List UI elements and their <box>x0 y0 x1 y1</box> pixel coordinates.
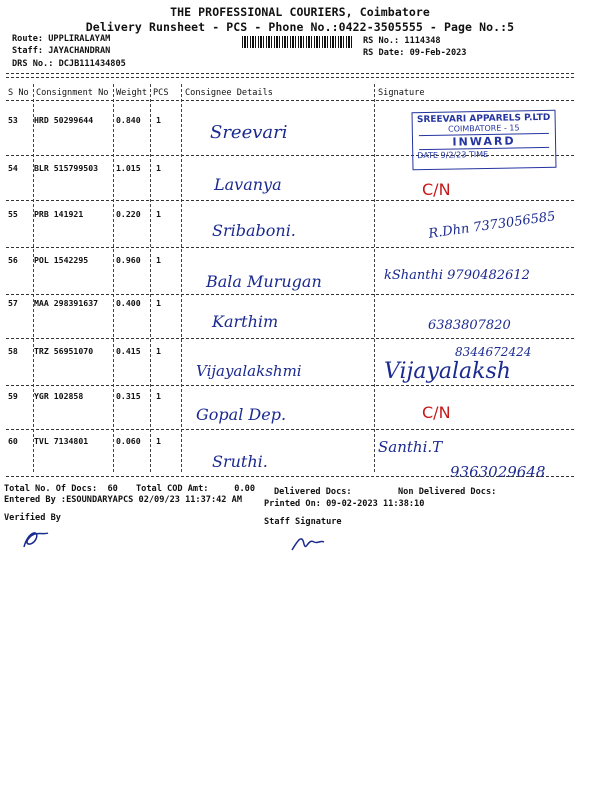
row-consignment: HRD 50299644 <box>34 115 94 125</box>
staff-signature-scribble <box>288 530 328 558</box>
stamp-inward: INWARD <box>419 133 549 150</box>
col-consignee: Consignee Details <box>185 88 273 98</box>
row-consignment: BLR 515799503 <box>34 163 99 173</box>
verified-signature-scribble <box>18 525 58 555</box>
consignee-name: Gopal Dep. <box>196 405 287 424</box>
stamp-date: DATE 9/2/23 TIME <box>417 149 489 161</box>
rs-date: RS Date: 09-Feb-2023 <box>363 48 467 58</box>
total-cod: Total COD Amt: 0.00 <box>136 484 255 494</box>
staff-label: Staff: JAYACHANDRAN <box>12 46 111 56</box>
consignee-name: Sruthi. <box>212 452 268 471</box>
col-pcs: PCS <box>153 88 169 98</box>
row-pcs: 1 <box>156 298 161 308</box>
row-weight: 0.220 <box>116 209 141 219</box>
divider <box>6 77 574 78</box>
col-consignment: Consignment No <box>36 88 109 98</box>
row-sno: 57 <box>8 298 18 308</box>
row-divider <box>6 200 574 201</box>
row-consignment: TRZ 56951070 <box>34 346 94 356</box>
column-divider <box>181 84 182 472</box>
cn-mark: C/N <box>422 180 451 199</box>
printed-on: Printed On: 09-02-2023 11:38:10 <box>264 499 425 509</box>
total-docs: Total No. Of Docs: 60 <box>4 484 118 494</box>
row-sno: 54 <box>8 163 18 173</box>
consignee-name: Vijayalakshmi <box>196 362 302 380</box>
row-divider <box>6 385 574 386</box>
row-pcs: 1 <box>156 391 161 401</box>
consignee-name: Lavanya <box>214 175 282 194</box>
barcode <box>242 36 352 48</box>
stamp-company: SREEVARI APPARELS P.LTD <box>416 112 551 126</box>
row-sno: 58 <box>8 346 18 356</box>
signature-row60-phone: 9363029648 <box>450 463 546 481</box>
row-consignment: MAA 298391637 <box>34 298 99 308</box>
row-pcs: 1 <box>156 209 161 219</box>
consignee-name: Karthim <box>212 312 279 331</box>
col-sno: S No <box>8 88 29 98</box>
route-label: Route: UPPLIRALAYAM <box>12 34 111 44</box>
row-sno: 59 <box>8 391 18 401</box>
inward-stamp <box>412 110 557 171</box>
staff-signature-label: Staff Signature <box>264 517 342 527</box>
row-sno: 55 <box>8 209 18 219</box>
row-divider <box>6 294 574 295</box>
divider <box>6 73 574 74</box>
signature-row60: Santhi.T <box>378 438 443 456</box>
row-divider <box>6 429 574 430</box>
consignee-name: Sreevari <box>210 122 288 143</box>
column-divider <box>113 84 114 472</box>
row-pcs: 1 <box>156 163 161 173</box>
row-weight: 0.415 <box>116 346 141 356</box>
divider <box>6 100 574 101</box>
runsheet-subtitle: Delivery Runsheet - PCS - Phone No.:0422-3505555 - Page No.:5 <box>85 20 515 34</box>
row-consignment: POL 1542295 <box>34 255 89 265</box>
row-pcs: 1 <box>156 346 161 356</box>
row-weight: 0.315 <box>116 391 141 401</box>
divider <box>6 476 574 477</box>
row-divider <box>6 338 574 339</box>
row-weight: 0.960 <box>116 255 141 265</box>
row-consignment: TVL 7134801 <box>34 436 89 446</box>
row-pcs: 1 <box>156 115 161 125</box>
verified-by-label: Verified By <box>4 513 61 523</box>
row-weight: 0.840 <box>116 115 141 125</box>
row-pcs: 1 <box>156 255 161 265</box>
column-divider <box>150 84 151 472</box>
entered-by: Entered By :ESOUNDARYAPCS 02/09/23 11:37:42 AM <box>4 495 242 505</box>
row-weight: 0.060 <box>116 436 141 446</box>
stamp-city: COIMBATORE - 15 <box>448 123 520 134</box>
column-divider <box>33 84 34 472</box>
non-delivered-docs: Non Delivered Docs: <box>398 487 497 497</box>
row-divider <box>6 247 574 248</box>
row-consignment: YGR 102858 <box>34 391 84 401</box>
row-weight: 1.015 <box>116 163 141 173</box>
signature-row57: 6383807820 <box>428 318 511 333</box>
signature-row56: kShanthi 9790482612 <box>384 268 530 283</box>
cn-mark: C/N <box>422 403 451 422</box>
rs-number: RS No.: 1114348 <box>363 36 441 46</box>
drs-number: DRS No.: DCJB111434805 <box>12 59 126 69</box>
row-pcs: 1 <box>156 436 161 446</box>
col-weight: Weight <box>116 88 148 98</box>
column-divider <box>374 84 375 472</box>
signature-row55: R.Dhn 7373056585 <box>427 209 557 242</box>
col-signature: Signature <box>378 88 425 98</box>
row-sno: 56 <box>8 255 18 265</box>
row-consignment: PRB 141921 <box>34 209 84 219</box>
row-weight: 0.400 <box>116 298 141 308</box>
consignee-name: Sribaboni. <box>212 221 296 240</box>
signature-row58: Vijayalaksh <box>384 359 511 384</box>
signature-row58-phone: 8344672424 <box>455 345 532 359</box>
company-title: THE PROFESSIONAL COURIERS, Coimbatore <box>170 5 430 19</box>
row-sno: 60 <box>8 436 18 446</box>
row-sno: 53 <box>8 115 18 125</box>
consignee-name: Bala Murugan <box>206 272 322 291</box>
delivered-docs: Delivered Docs: <box>274 487 352 497</box>
